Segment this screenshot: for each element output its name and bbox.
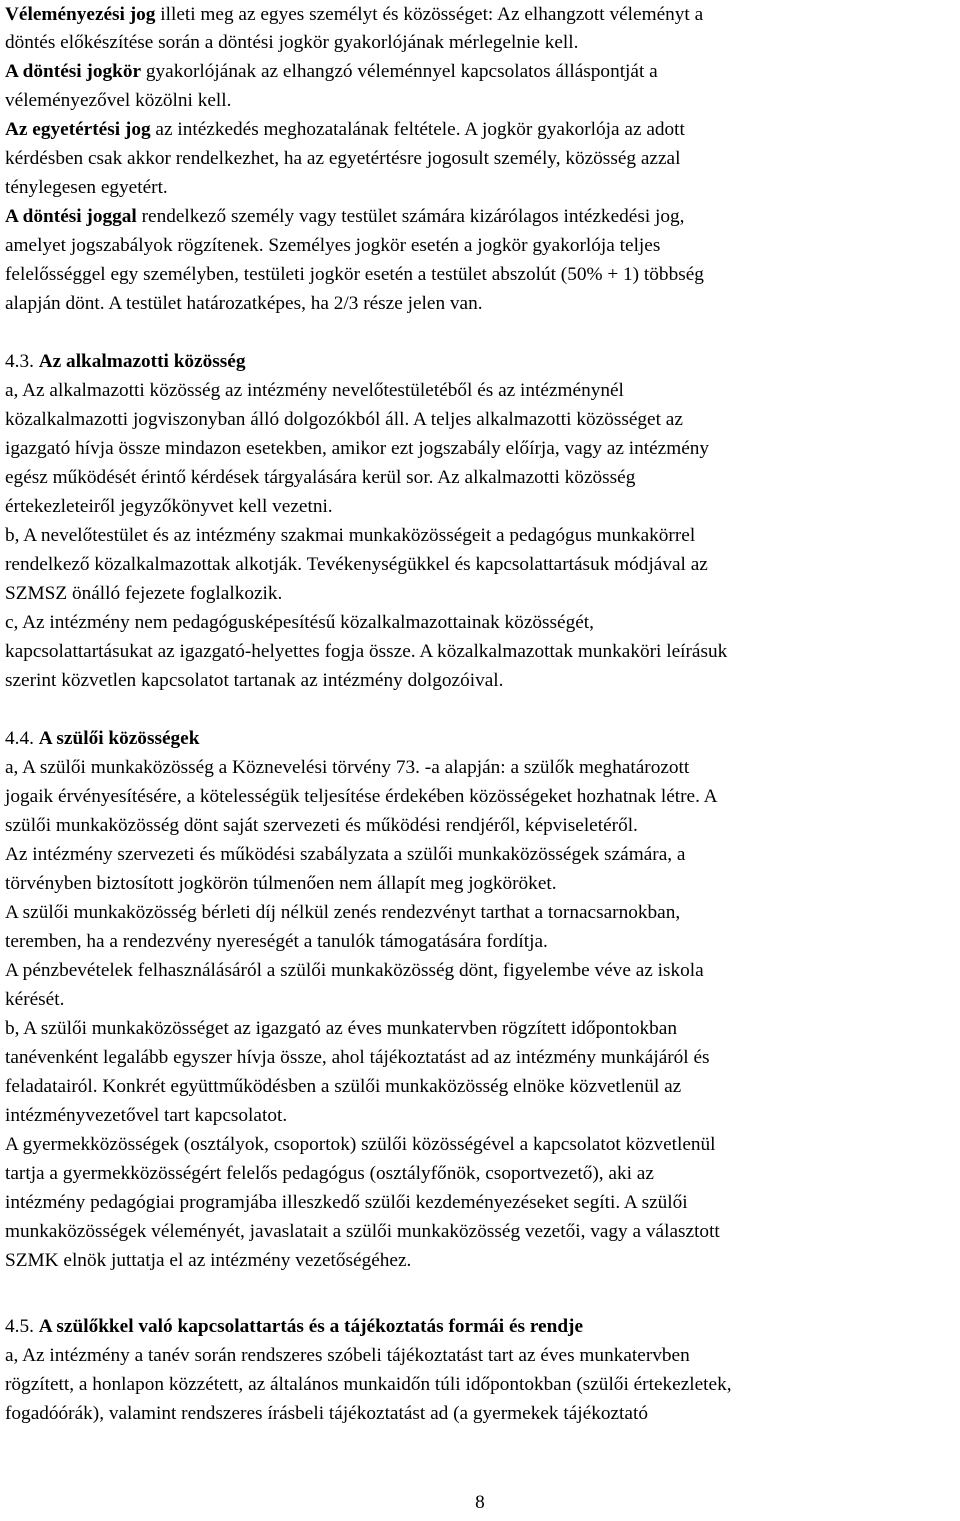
text-line: intézmény pedagógiai programjába illeszkedő szülői kezdeményezéseket segíti. A szülői <box>5 1192 688 1213</box>
text-line: tanévenként legalább egyszer hívja össze, ahol tájékoztatást ad az intézmény munkájáról és <box>5 1047 710 1068</box>
text-line: Az egyetértési jog az intézkedés meghozatalának feltétele. A jogkör gyakorlója az adott <box>5 119 685 140</box>
text-line: értekezleteiről jegyzőkönyvet kell vezetni. <box>5 496 333 517</box>
text-line: c, Az intézmény nem pedagógusképesítésű közalkalmazottainak közösségét, <box>5 612 594 633</box>
term-dontesi-jogkor: A döntési jogkör <box>5 61 142 82</box>
text-line: a, Az intézmény a tanév során rendszeres szóbeli tájékoztatást tart az éves munkatervben <box>5 1345 690 1366</box>
text-line: a, Az alkalmazotti közösség az intézmény nevelőtestületéből és az intézménynél <box>5 380 624 401</box>
text-line: a, A szülői munkaközösség a Köznevelési törvény 73. -a alapján: a szülők meghatározott <box>5 757 690 778</box>
text-line: rögzített, a honlapon közzétett, az általános munkaidőn túli időpontokban (szülői értekezletek, <box>5 1374 732 1395</box>
text-line: A szülői munkaközösség bérleti díj nélkül zenés rendezvényt tarthat a tornacsarnokban, <box>5 902 681 923</box>
text-line: Véleményezési jog illeti meg az egyes személyt és közösséget: Az elhangzott véleményt a <box>5 4 704 25</box>
text-line: tartja a gyermekközösségért felelős pedagógus (osztályfőnök, csoportvezető), aki az <box>5 1163 654 1184</box>
text-line: kapcsolattartásukat az igazgató-helyettes fogja össze. A közalkalmazottak munkaköri leírásuk <box>5 641 728 662</box>
text-line: rendelkező közalkalmazottak alkotják. Tevékenységükkel és kapcsolattartásuk módjával az <box>5 554 708 575</box>
text-line: ténylegesen egyetért. <box>5 177 168 198</box>
text-line: A gyermekközösségek (osztályok, csoportok) szülői közösségével a kapcsolatot közvetlenül <box>5 1134 716 1155</box>
term-dontesi-joggal: A döntési joggal <box>5 206 137 227</box>
text-line: igazgató hívja össze mindazon esetekben, amikor ezt jogszabály előírja, vagy az intézmény <box>5 438 710 459</box>
page-number: 8 <box>475 1492 485 1513</box>
text-line: intézményvezetővel tart kapcsolatot. <box>5 1105 288 1126</box>
term-egyetertesi-jog: Az egyetértési jog <box>5 119 151 140</box>
text-line: amelyet jogszabályok rögzítenek. Személyes jogkör esetén a jogkör gyakorlója teljes <box>5 235 661 256</box>
section-heading-4-5: 4.5. A szülőkkel való kapcsolattartás és a tájékoztatás formái és rendje <box>5 1316 584 1337</box>
text-line: A pénzbevételek felhasználásáról a szülői munkaközösség dönt, figyelembe véve az iskola <box>5 960 704 981</box>
term-veleményezesi-jog: Véleményezési jog <box>5 4 156 25</box>
text-line: felelősséggel egy személyben, testületi jogkör esetén a testület abszolút (50% + 1) többség <box>5 264 704 285</box>
text-line: SZMK elnök juttatja el az intézmény vezetőségéhez. <box>5 1250 412 1271</box>
text-line: b, A nevelőtestület és az intézmény szakmai munkaközösségeit a pedagógus munkakörrel <box>5 525 696 546</box>
text-line: alapján dönt. A testület határozatképes, ha 2/3 része jelen van. <box>5 293 483 314</box>
text-line: teremben, ha a rendezvény nyereségét a tanulók támogatására fordítja. <box>5 931 548 952</box>
text-line: feladatairól. Konkrét együttműködésben a szülői munkaközösség elnöke közvetlenül az <box>5 1076 682 1097</box>
text-line: döntés előkészítése során a döntési jogkör gyakorlójának mérlegelnie kell. <box>5 32 579 53</box>
text-line: jogaik érvényesítésére, a kötelességük teljesítése érdekében közösségeket hozhatnak létre. A <box>5 786 718 807</box>
text-line: A döntési jogkör gyakorlójának az elhangzó véleménnyel kapcsolatos álláspontját a <box>5 61 658 82</box>
text-line: fogadóórák), valamint rendszeres írásbeli tájékoztatást ad (a gyermekek tájékoztató <box>5 1403 648 1424</box>
text-line: SZMSZ önálló fejezete foglalkozik. <box>5 583 283 604</box>
text-line: Az intézmény szervezeti és működési szabályzata a szülői munkaközösségek számára, a <box>5 844 686 865</box>
text-line: egész működését érintő kérdések tárgyalására kerül sor. Az alkalmazotti közösség <box>5 467 636 488</box>
text-line: szerint közvetlen kapcsolatot tartanak az intézmény dolgozóival. <box>5 670 504 691</box>
text-line: véleményezővel közölni kell. <box>5 90 232 111</box>
text-line: A döntési joggal rendelkező személy vagy testület számára kizárólagos intézkedési jog, <box>5 206 685 227</box>
text-line: b, A szülői munkaközösséget az igazgató az éves munkatervben rögzített időpontokban <box>5 1018 677 1039</box>
text-line: kérését. <box>5 989 65 1010</box>
section-heading-4-3: 4.3. Az alkalmazotti közösség <box>5 351 246 372</box>
section-heading-4-4: 4.4. A szülői közösségek <box>5 728 200 749</box>
text-line: kérdésben csak akkor rendelkezhet, ha az egyetértésre jogosult személy, közösség azzal <box>5 148 681 169</box>
text-line: munkaközösségek véleményét, javaslatait a szülői munkaközösség vezetői, vagy a választott <box>5 1221 720 1242</box>
text-line: közalkalmazotti jogviszonyban álló dolgozókból áll. A teljes alkalmazotti közösséget az <box>5 409 683 430</box>
text-line: szülői munkaközösség dönt saját szervezeti és működési rendjéről, képviseletéről. <box>5 815 638 836</box>
text-line: törvényben biztosított jogkörön túlmenően nem állapít meg jogköröket. <box>5 873 557 894</box>
